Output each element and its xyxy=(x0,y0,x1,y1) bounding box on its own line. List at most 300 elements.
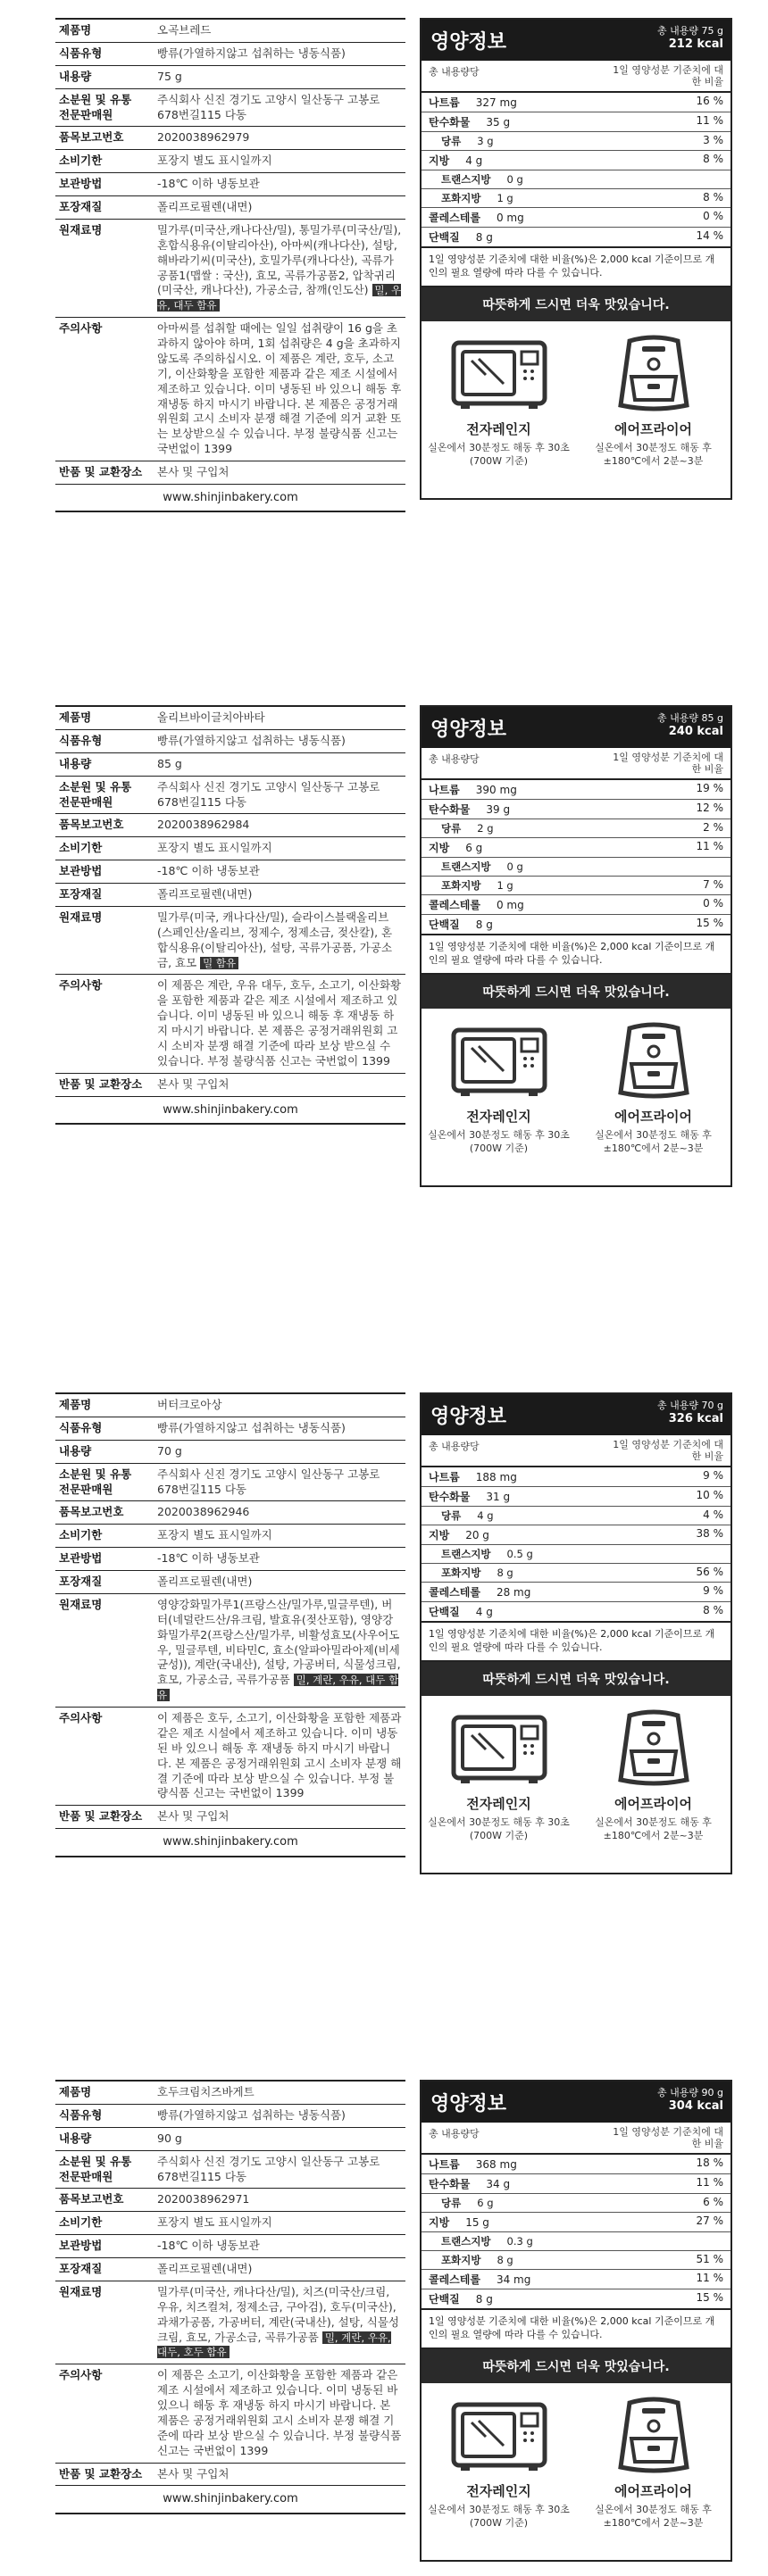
info-label: 소비기한 xyxy=(59,1528,103,1542)
nutrient-row xyxy=(422,189,730,208)
nutrient-name: 탄수화물 xyxy=(429,116,471,129)
info-row xyxy=(55,730,405,753)
info-value: 2020038962979 xyxy=(157,130,250,145)
per-total-label: 총 내용량당 xyxy=(429,2128,480,2140)
nutrient-row xyxy=(422,800,730,819)
caution-label: 주의사항 xyxy=(59,1711,103,1724)
nutrition-footnote: 1일 영양성분 기준치에 대한 비율(%)은 2,000 kcal 기준이므로 개인의 필요 열량에 따라 다를 수 있습니다. xyxy=(422,248,730,287)
nutrient-pct: 8 % xyxy=(703,191,723,204)
per-total-label: 총 내용량당 xyxy=(429,66,480,78)
nutrient-row xyxy=(422,170,730,189)
nutrient-name-cell xyxy=(429,2291,493,2306)
nutrient-row xyxy=(422,228,730,248)
info-value: 70 g xyxy=(157,1443,182,1458)
nutrient-name-cell xyxy=(429,782,517,797)
info-label: 소분원 및 유통 전문판매원 xyxy=(59,779,132,809)
ingredients-text: 영양강화밀가루1(프랑스산/밀가루,밀글루텐), 버터(네덜란드산/유크림, 발효유(젖산포함), 영양강화밀가루2(프랑스산/밀가루, 비활성효모(사우어도우, 밀글루텐, 비타민C, 효소(알파아밀라아제(비세균성)), 계란(국내산), 설탕, 가공버터, 식물성크림, 효모, 가공소금, 곡류가공품 xyxy=(157,1597,401,1687)
nutrient-qty: 20 g xyxy=(465,1529,489,1542)
nutrient-name: 탄수화물 xyxy=(429,1491,471,1504)
nutrient-pct: 4 % xyxy=(703,1508,723,1522)
return-value: 본사 및 구입처 xyxy=(157,1076,230,1091)
caution-row xyxy=(55,975,405,1073)
nutrient-name-cell xyxy=(429,2196,494,2210)
info-value: 빵류(가열하지않고 섭취하는 냉동식품) xyxy=(157,1420,346,1434)
ingredients-row xyxy=(55,907,405,976)
nutrient-name-cell xyxy=(429,2234,533,2248)
nutrient-pct: 7 % xyxy=(703,878,723,892)
total-weight: 총 내용량 70 g xyxy=(657,1400,723,1411)
nutrient-row xyxy=(422,151,730,170)
website-link[interactable]: www.shinjinbakery.com xyxy=(55,1097,405,1126)
nutrient-pct: 15 % xyxy=(696,917,723,930)
nutrient-qty: 0 g xyxy=(506,173,523,187)
info-row xyxy=(55,2189,405,2212)
info-row xyxy=(55,150,405,173)
info-label: 포장재질 xyxy=(59,2262,103,2275)
ingredients-label: 원재료명 xyxy=(59,1597,103,1611)
info-row xyxy=(55,1525,405,1548)
nutrient-name: 나트륨 xyxy=(429,96,460,110)
nutrition-footnote: 1일 영양성분 기준치에 대한 비율(%)은 2,000 kcal 기준이므로 개인의 필요 열량에 따라 다를 수 있습니다. xyxy=(422,1623,730,1662)
nutrient-qty: 39 g xyxy=(486,803,511,817)
info-value: 포장지 별도 표시일까지 xyxy=(157,1528,272,1542)
nutrition-subheader xyxy=(422,1435,730,1467)
return-label: 반품 및 교환장소 xyxy=(59,2466,143,2480)
airfryer-guide xyxy=(582,2396,725,2530)
nutrient-name-cell xyxy=(429,840,482,855)
nutrition-panel xyxy=(420,705,732,1187)
return-row xyxy=(55,1074,405,1097)
return-label: 반품 및 교환장소 xyxy=(59,1809,143,1824)
caution-label: 주의사항 xyxy=(59,978,103,993)
info-value: 폴리프로필렌(내면) xyxy=(157,200,253,213)
nutrient-name: 단백질 xyxy=(429,1606,460,1619)
info-value: 호두크림치즈바게트 xyxy=(157,2085,255,2098)
airfryer-desc: 실온에서 30분정도 해동 후 ±180℃에서 2분~3분 xyxy=(595,1816,712,1841)
nutrient-qty: 368 mg xyxy=(475,2158,517,2172)
info-label: 품목보고번호 xyxy=(59,818,124,832)
nutrient-row xyxy=(422,915,730,935)
nutrient-name-cell xyxy=(429,2176,510,2191)
info-label: 식품유형 xyxy=(59,733,103,747)
info-label: 식품유형 xyxy=(59,1420,103,1434)
airfryer-desc: 실온에서 30분정도 해동 후 ±180℃에서 2분~3분 xyxy=(595,2504,712,2529)
ingredients-row xyxy=(55,1594,405,1708)
nutrient-qty: 4 g xyxy=(477,1509,494,1523)
ingredients-text: 밀가루(미국산,캐나다산/밀), 통밀가루(미국산/밀), 혼합식용유(이탈리아산), 아마씨(캐나다산), 설탕, 해바라기씨(미국산), 호밀가루(캐나다산), 곡류가공품1(맵쌀 : 국산), 효모, 곡류가공품2, 압착귀리(미국산, 캐나다산), 가공소금, 참깨(인도산) xyxy=(157,222,402,297)
nutrient-name: 트랜스지방 xyxy=(441,860,491,874)
ingredients-text: 밀가루(미국산, 캐나다산/밀), 치즈(미국산/크림, 우유, 치즈컬쳐, 정제소금, 구아검), 호두(미국산), 과채가공품, 가공버터, 계란(국내산), 설탕, 식물성크림, 효모, 가공소금, 곡류가공품 xyxy=(157,2284,399,2344)
daily-value-label: 1일 영양성분 기준치에 대한 비율 xyxy=(613,2126,723,2150)
nutrient-qty: 8 g xyxy=(497,2254,513,2267)
info-row xyxy=(55,66,405,89)
nutrient-name-cell xyxy=(429,134,494,148)
nutrient-row xyxy=(422,1602,730,1623)
info-value: 75 g xyxy=(157,69,182,83)
total-weight: 총 내용량 90 g xyxy=(657,2087,723,2098)
info-row xyxy=(55,18,405,43)
nutrient-row xyxy=(422,2194,730,2213)
nutrient-qty: 4 g xyxy=(475,1606,493,1619)
daily-value-label: 1일 영양성분 기준치에 대한 비율 xyxy=(613,1439,723,1463)
nutrition-title: 영양정보 xyxy=(430,1406,507,1428)
caution-row xyxy=(55,2364,405,2463)
return-value: 본사 및 구입처 xyxy=(157,1809,230,1824)
airfryer-icon xyxy=(605,334,703,414)
nutrient-name: 트랜스지방 xyxy=(441,173,491,187)
info-row xyxy=(55,2235,405,2258)
info-row xyxy=(55,705,405,730)
warm-serving-banner: 따뜻하게 드시면 더욱 맛있습니다. xyxy=(422,975,730,1009)
nutrient-name-cell xyxy=(429,172,523,187)
nutrient-name-cell xyxy=(429,95,517,110)
nutrient-name: 탄수화물 xyxy=(429,2178,471,2191)
info-value: 2020038962971 xyxy=(157,2192,250,2206)
info-label: 보관방법 xyxy=(59,177,103,191)
airfryer-desc: 실온에서 30분정도 해동 후 ±180℃에서 2분~3분 xyxy=(595,442,712,467)
nutrient-name-cell xyxy=(429,1584,530,1600)
info-row xyxy=(55,1464,405,1502)
info-value: 주식회사 신진 경기도 고양시 일산동구 고봉로 678번길115 다동 xyxy=(157,92,380,121)
info-label: 식품유형 xyxy=(59,46,103,60)
nutrient-name: 포화지방 xyxy=(441,1566,481,1580)
nutrient-qty: 1 g xyxy=(497,879,513,893)
product-section xyxy=(0,0,768,504)
info-value: 90 g xyxy=(157,2131,182,2145)
microwave-name: 전자레인지 xyxy=(466,1796,531,1813)
caution-row xyxy=(55,1708,405,1806)
info-row xyxy=(55,884,405,907)
info-label: 내용량 xyxy=(59,69,92,83)
nutrient-name-cell xyxy=(429,1527,489,1542)
nutrient-row xyxy=(422,2232,730,2251)
airfryer-guide xyxy=(582,1708,725,1843)
cooking-guide xyxy=(422,1696,730,1843)
nutrient-name: 콜레스테롤 xyxy=(429,899,480,912)
nutrient-pct: 11 % xyxy=(696,2272,723,2285)
nutrient-name: 단백질 xyxy=(429,918,460,932)
nutrient-pct: 2 % xyxy=(703,821,723,835)
nutrient-row xyxy=(422,780,730,800)
nutrient-qty: 1 g xyxy=(497,192,513,205)
nutrient-name: 콜레스테롤 xyxy=(429,1586,480,1600)
nutrition-footnote: 1일 영양성분 기준치에 대한 비율(%)은 2,000 kcal 기준이므로 개인의 필요 열량에 따라 다를 수 있습니다. xyxy=(422,935,730,975)
product-section xyxy=(0,2062,768,2562)
nutrient-name-cell xyxy=(429,191,513,205)
nutrient-pct: 8 % xyxy=(703,1604,723,1617)
info-label: 보관방법 xyxy=(59,1551,103,1566)
nutrient-qty: 0.5 g xyxy=(506,1548,533,1561)
ingredients-label: 원재료명 xyxy=(59,2284,103,2298)
info-row xyxy=(55,1441,405,1464)
warm-serving-banner: 따뜻하게 드시면 더욱 맛있습니다. xyxy=(422,287,730,321)
nutrient-qty: 34 mg xyxy=(496,2273,531,2287)
info-row xyxy=(55,1501,405,1525)
nutrient-pct: 6 % xyxy=(703,2196,723,2209)
microwave-icon xyxy=(450,1708,548,1789)
nutrient-pct: 14 % xyxy=(696,229,723,243)
product-info-table xyxy=(55,18,405,512)
info-value: 2020038962984 xyxy=(157,818,250,832)
nutrition-header xyxy=(422,707,730,748)
nutrition-title: 영양정보 xyxy=(430,719,507,741)
nutrient-row xyxy=(422,112,730,132)
nutrition-title: 영양정보 xyxy=(430,31,507,54)
total-amount xyxy=(657,712,723,740)
nutrient-name-cell xyxy=(429,917,493,932)
nutrition-subheader xyxy=(422,61,730,93)
nutrient-pct: 18 % xyxy=(696,2156,723,2170)
info-label: 식품유형 xyxy=(59,2107,103,2122)
website-link[interactable]: www.shinjinbakery.com xyxy=(55,2486,405,2514)
nutrition-title: 영양정보 xyxy=(430,2093,507,2115)
info-label: 제품명 xyxy=(59,1398,92,1411)
ingredients-value xyxy=(157,2285,405,2360)
microwave-guide xyxy=(428,1021,571,1156)
nutrient-name-cell xyxy=(429,229,493,245)
nutrient-qty: 188 mg xyxy=(475,1471,517,1484)
info-label: 내용량 xyxy=(59,1443,92,1458)
nutrition-header xyxy=(422,20,730,61)
nutrient-name: 지방 xyxy=(429,154,450,168)
total-kcal: 304 kcal xyxy=(668,2099,723,2114)
nutrient-qty: 8 g xyxy=(475,2293,493,2306)
info-value: -18℃ 이하 냉동보관 xyxy=(157,177,260,191)
nutrient-row xyxy=(422,1525,730,1545)
allergen-badge: 밀, 계란, 우유, 대두, 호두 함유 xyxy=(157,2331,391,2359)
info-label: 품목보고번호 xyxy=(59,1505,124,1519)
info-value: 2020038962946 xyxy=(157,1505,250,1519)
info-label: 소분원 및 유통 전문판매원 xyxy=(59,1467,132,1496)
nutrient-row xyxy=(422,895,730,915)
nutrient-qty: 6 g xyxy=(465,842,483,855)
nutrient-pct: 11 % xyxy=(696,2176,723,2190)
nutrient-name-cell xyxy=(429,2272,530,2287)
total-amount xyxy=(657,25,723,53)
nutrient-row xyxy=(422,1564,730,1583)
nutrient-name-cell xyxy=(429,1508,494,1523)
info-value: 주식회사 신진 경기도 고양시 일산동구 고봉로 678번길115 다동 xyxy=(157,779,380,809)
nutrient-row xyxy=(422,2289,730,2310)
nutrient-pct: 3 % xyxy=(703,134,723,147)
website-link[interactable]: www.shinjinbakery.com xyxy=(55,1829,405,1857)
total-weight: 총 내용량 75 g xyxy=(657,25,723,37)
return-value: 본사 및 구입처 xyxy=(157,2466,230,2480)
per-total-label: 총 내용량당 xyxy=(429,753,480,765)
nutrient-name-cell xyxy=(429,878,513,893)
nutrient-name: 포화지방 xyxy=(441,2254,481,2267)
ingredients-value xyxy=(157,1598,405,1703)
nutrient-pct: 15 % xyxy=(696,2291,723,2305)
nutrition-subheader xyxy=(422,748,730,780)
return-row xyxy=(55,2464,405,2487)
info-row xyxy=(55,837,405,860)
info-label: 품목보고번호 xyxy=(59,130,124,145)
per-total-label: 총 내용량당 xyxy=(429,1441,480,1452)
product-info-table xyxy=(55,1392,405,1857)
nutrient-row xyxy=(422,2251,730,2270)
microwave-name: 전자레인지 xyxy=(466,1109,531,1126)
nutrient-name-cell xyxy=(429,897,524,912)
nutrient-name: 콜레스테롤 xyxy=(429,212,480,225)
info-label: 소비기한 xyxy=(59,841,103,855)
nutrient-name-cell xyxy=(429,860,523,874)
nutrition-header xyxy=(422,1394,730,1435)
nutrient-row xyxy=(422,877,730,895)
product-section xyxy=(0,1375,768,1874)
ingredients-value xyxy=(157,223,405,313)
website-link[interactable]: www.shinjinbakery.com xyxy=(55,485,405,513)
nutrient-name-cell xyxy=(429,1566,513,1580)
info-label: 내용량 xyxy=(59,2131,92,2145)
nutrient-qty: 8 g xyxy=(497,1566,513,1580)
info-label: 포장재질 xyxy=(59,200,103,213)
info-row xyxy=(55,127,405,150)
nutrient-name: 콜레스테롤 xyxy=(429,2273,480,2287)
nutrient-name: 지방 xyxy=(429,842,450,855)
info-label: 보관방법 xyxy=(59,2239,103,2253)
return-row xyxy=(55,1806,405,1829)
nutrient-row xyxy=(422,2155,730,2174)
info-row xyxy=(55,89,405,128)
nutrient-row xyxy=(422,2174,730,2194)
allergen-badge: 밀, 계란, 우유, 대두 함유 xyxy=(157,1674,399,1702)
info-label: 내용량 xyxy=(59,756,92,770)
airfryer-guide xyxy=(582,334,725,469)
ingredients-text: 밀가루(미국, 캐나다산/밀), 슬라이스블랙올리브(스페인산/올리브, 정제수, 정제소금, 젖산칼), 혼합식용유(이탈리아산), 설탕, 곡류가공품, 가공소금, 효모 xyxy=(157,910,393,969)
nutrient-row xyxy=(422,819,730,838)
info-label: 소비기한 xyxy=(59,2215,103,2230)
microwave-name: 전자레인지 xyxy=(466,421,531,438)
info-row xyxy=(55,2151,405,2190)
caution-row xyxy=(55,318,405,461)
info-value: 폴리프로필렌(내면) xyxy=(157,1575,253,1588)
nutrient-qty: 3 g xyxy=(477,135,494,148)
return-value: 본사 및 구입처 xyxy=(157,465,230,478)
nutrient-name-cell xyxy=(429,2253,513,2267)
info-row xyxy=(55,2105,405,2128)
info-label: 소분원 및 유통 전문판매원 xyxy=(59,92,132,121)
info-value: 폴리프로필렌(내면) xyxy=(157,887,253,901)
nutrient-pct: 9 % xyxy=(703,1469,723,1483)
nutrient-pct: 0 % xyxy=(703,210,723,223)
allergen-badge: 밀 함유 xyxy=(200,957,238,969)
nutrient-pct: 16 % xyxy=(696,95,723,108)
nutrient-name: 단백질 xyxy=(429,2293,460,2306)
nutrient-name-cell xyxy=(429,1604,493,1619)
airfryer-name: 에어프라이어 xyxy=(614,421,692,438)
info-value: 포장지 별도 표시일까지 xyxy=(157,154,272,168)
info-label: 제품명 xyxy=(59,23,92,37)
info-value: 올리브바이글치아바타 xyxy=(157,710,265,724)
ingredients-value xyxy=(157,910,405,971)
product-section xyxy=(0,687,768,1187)
airfryer-guide xyxy=(582,1021,725,1156)
nutrient-row xyxy=(422,132,730,151)
nutrient-name-cell xyxy=(429,1469,517,1484)
nutrient-name-cell xyxy=(429,821,494,835)
nutrient-name: 당류 xyxy=(441,2197,462,2210)
info-row xyxy=(55,2080,405,2105)
nutrient-name-cell xyxy=(429,2215,489,2230)
nutrient-name: 단백질 xyxy=(429,231,460,245)
ingredients-row xyxy=(55,2281,405,2364)
info-value: 빵류(가열하지않고 섭취하는 냉동식품) xyxy=(157,2107,346,2122)
info-value: 포장지 별도 표시일까지 xyxy=(157,2215,272,2230)
info-row xyxy=(55,777,405,815)
nutrient-name-cell xyxy=(429,210,524,225)
warm-serving-banner: 따뜻하게 드시면 더욱 맛있습니다. xyxy=(422,1662,730,1696)
daily-value-label: 1일 영양성분 기준치에 대한 비율 xyxy=(613,752,723,776)
info-row xyxy=(55,753,405,777)
nutrient-pct: 19 % xyxy=(696,782,723,795)
nutrient-row xyxy=(422,1583,730,1602)
info-value: 오곡브레드 xyxy=(157,23,212,37)
nutrient-name: 나트륨 xyxy=(429,2158,460,2172)
info-label: 포장재질 xyxy=(59,887,103,901)
nutrition-panel xyxy=(420,18,732,500)
return-row xyxy=(55,461,405,485)
nutrition-panel xyxy=(420,1392,732,1874)
airfryer-desc: 실온에서 30분정도 해동 후 ±180℃에서 2분~3분 xyxy=(595,1129,712,1154)
nutrient-name-cell xyxy=(429,1489,510,1504)
caution-value: 이 제품은 호두, 소고기, 이산화황을 포함한 제품과 같은 제조 시설에서 제조하고 있습니다. 이미 냉동된 바 있으니 해동 후 재냉동 하지 마시기 바랍니다. 본 제품은 공정거래위원회 고시 소비자 분쟁 해결 기준에 따라 보상 받으실 수 있습니다. 부정 불량식품 신고는 국번없이 1399 xyxy=(157,1711,402,1800)
info-row xyxy=(55,173,405,196)
nutrient-row xyxy=(422,93,730,112)
caution-value: 아마씨를 섭취할 때에는 일일 섭취량이 16 g을 초과하지 않아야 하며, 1회 섭취량은 4 g을 초과하지 않도록 주의하십시오. 이 제품은 계란, 호두, 소고기, 이산화황을 포함한 제품과 같은 제조 시설에서 제조하고 있습니다. 이미 냉동된 바 있으니 해동 후 재냉동 하지 마시기 바랍니다. 본 제품은 공정거래위원회 고시 소비자 분쟁 해결 기준에 의거 교환 또는 보상받으실 수 있습니다. 부정 불량식품 신고는 국번없이 1399 xyxy=(157,321,402,456)
cooking-guide xyxy=(422,321,730,469)
microwave-guide xyxy=(428,334,571,469)
nutrient-name: 지방 xyxy=(429,2216,450,2230)
nutrient-qty: 35 g xyxy=(486,116,511,129)
info-row xyxy=(55,43,405,66)
nutrient-qty: 28 mg xyxy=(496,1586,531,1600)
info-value: -18℃ 이하 냉동보관 xyxy=(157,1551,260,1566)
nutrient-name: 트랜스지방 xyxy=(441,1548,491,1561)
airfryer-icon xyxy=(605,2396,703,2476)
nutrient-name-cell xyxy=(429,1547,533,1561)
caution-label: 주의사항 xyxy=(59,321,103,336)
microwave-desc: 실온에서 30분정도 해동 후 30초(700W 기준) xyxy=(428,2504,570,2529)
microwave-icon xyxy=(450,2396,548,2476)
info-label: 보관방법 xyxy=(59,864,103,878)
nutrient-name: 트랜스지방 xyxy=(441,2235,491,2248)
nutrient-name-cell xyxy=(429,2156,517,2172)
total-kcal: 212 kcal xyxy=(668,37,723,52)
info-row xyxy=(55,1392,405,1417)
nutrition-footnote: 1일 영양성분 기준치에 대한 비율(%)은 2,000 kcal 기준이므로 개인의 필요 열량에 따라 다를 수 있습니다. xyxy=(422,2310,730,2349)
nutrient-qty: 31 g xyxy=(486,1491,511,1504)
total-kcal: 326 kcal xyxy=(668,1412,723,1426)
info-row xyxy=(55,2128,405,2151)
microwave-icon xyxy=(450,1021,548,1101)
nutrient-qty: 8 g xyxy=(475,918,493,932)
ingredients-label: 원재료명 xyxy=(59,910,103,924)
caution-label: 주의사항 xyxy=(59,2368,103,2382)
info-value: 빵류(가열하지않고 섭취하는 냉동식품) xyxy=(157,733,346,747)
nutrient-name: 포화지방 xyxy=(441,192,481,205)
microwave-icon xyxy=(450,334,548,414)
nutrient-pct: 56 % xyxy=(696,1566,723,1579)
info-value: 버터크로아상 xyxy=(157,1398,222,1411)
product-info-table xyxy=(55,2080,405,2514)
info-label: 포장재질 xyxy=(59,1575,103,1588)
info-row xyxy=(55,1571,405,1594)
nutrient-pct: 27 % xyxy=(696,2215,723,2228)
airfryer-icon xyxy=(605,1708,703,1789)
info-label: 제품명 xyxy=(59,710,92,724)
microwave-guide xyxy=(428,1708,571,1843)
